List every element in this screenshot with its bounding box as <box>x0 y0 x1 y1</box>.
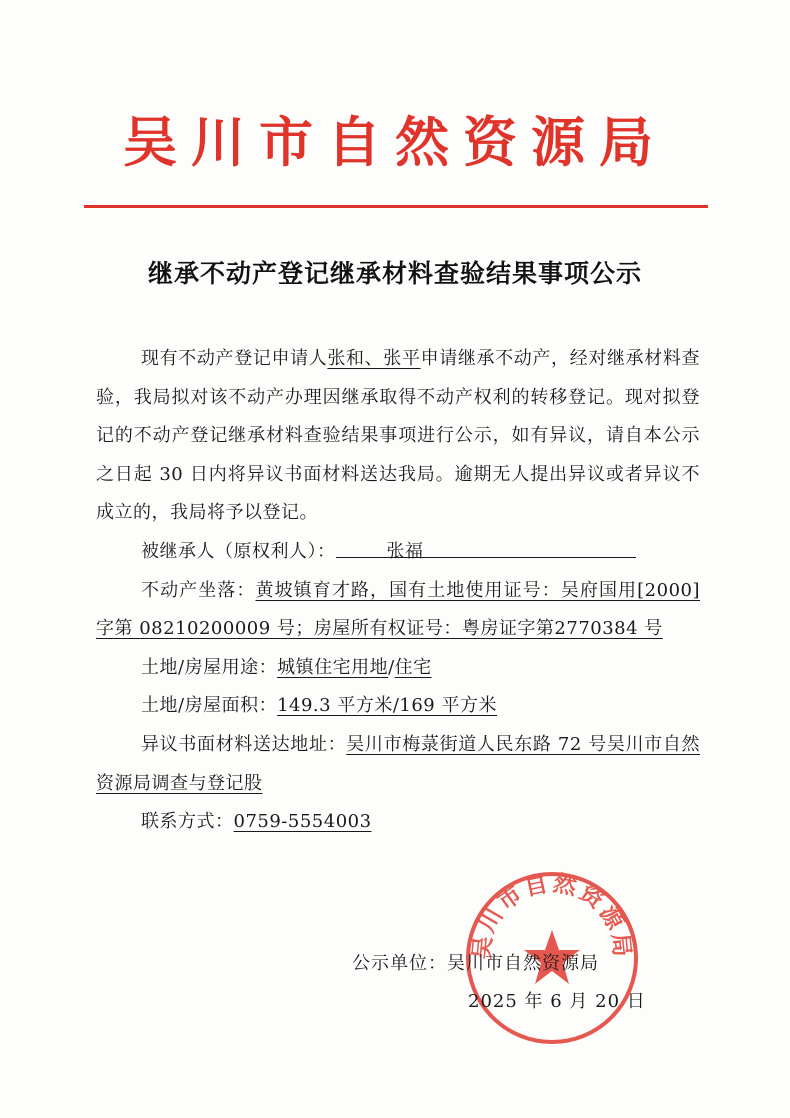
decedent-line <box>96 533 700 572</box>
organization-letterhead: 吴川市自然资源局 <box>123 111 667 174</box>
document-body <box>96 340 700 842</box>
address-value: 吴川市梅菉街道人民东路 72 号吴川市自然资源局调查与登记股 <box>96 733 700 794</box>
area-label: 土地/房屋面积： <box>141 695 278 717</box>
area-value: 149.3 平方米/169 平方米 <box>277 695 497 717</box>
decedent-label: 被继承人（原权利人）： <box>141 540 336 562</box>
decedent-underline <box>336 533 636 562</box>
location-value: 黄坡镇育才路，国有土地使用证号：吴府国用[2000]字第 08210200009 号；房屋所有权证号：粤房证字第2770384 号 <box>96 579 700 640</box>
intro-suffix: 申请继承不动产，经对继承材料查验，我局拟对该不动产办理因继承取得不动产权利的转移登记。现对拟登记的不动产登记继承材料查验结果事项进行公示，如有异议，请自本公示之日起 30 日内将异议书面材料送达我局。逾期无人提出异议或者异议不成立的，我局将予以登记。 <box>96 348 701 524</box>
publishing-unit: 公示单位：吴川市自然资源局 <box>352 953 599 974</box>
contact-value: 0759-5554003 <box>233 811 372 833</box>
usage-separator: / <box>388 656 395 678</box>
intro-prefix: 现有不动产登记申请人 <box>141 348 328 369</box>
decedent-value: 张福 <box>386 540 424 562</box>
contact-line <box>96 803 700 842</box>
publication-date: 2025 年 6 月 20 日 <box>468 991 646 1012</box>
address-line <box>96 726 700 803</box>
usage-line <box>96 649 700 688</box>
document-title: 继承不动产登记继承材料查验结果事项公示 <box>147 259 642 288</box>
usage-land-value: 城镇住宅用地 <box>277 656 389 678</box>
intro-paragraph <box>96 340 700 533</box>
letterhead-red-rule <box>84 205 708 208</box>
area-line <box>96 687 700 726</box>
contact-label: 联系方式： <box>141 811 234 833</box>
location-label: 不动产坐落： <box>141 579 256 601</box>
usage-house-value: 住宅 <box>394 656 432 678</box>
address-label: 异议书面材料送达地址： <box>141 733 347 755</box>
usage-label: 土地/房屋用途： <box>141 656 278 678</box>
applicant-names: 张和、张平 <box>327 348 421 369</box>
seal-text: 吴川市自然资源局 <box>469 870 635 961</box>
location-line <box>96 572 700 649</box>
